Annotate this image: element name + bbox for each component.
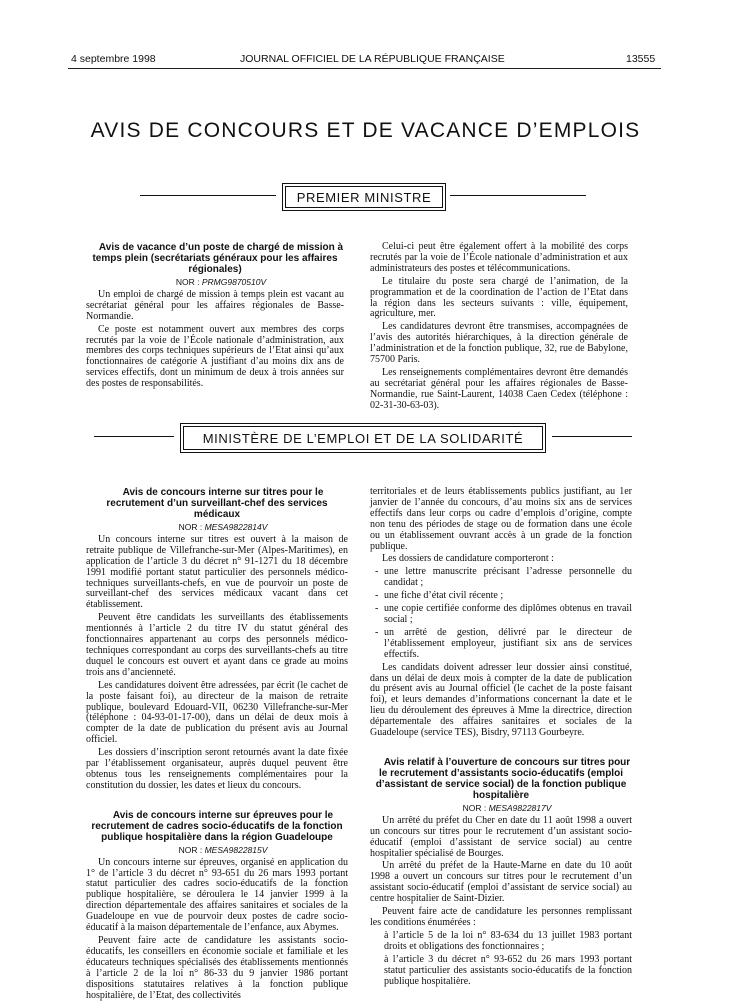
section-rule-left — [140, 195, 276, 196]
header-page-number: 13555 — [626, 53, 656, 65]
paragraph: Peuvent faire acte de candidature les assistants socio-éducatifs, les conseillers en économie sociale et familiale et les éducateurs techniques spécialisés des établissements mentionnés à l’article 2 de la loi n° 86-33 du 9 janvier 1986 portant dispositions statutaires relatives à la fonction publique hospitalière, de l’Etat, des collectivités — [86, 935, 348, 1001]
paragraph: Ce poste est notamment ouvert aux membres des corps recrutés par la voie de l’École nationale d’administration, aux membres des corps techniques supérieurs de l’Etat ainsi qu’aux fonctionnaires de catégorie A justifiant d’au moins dix ans de services effectifs, dont un minimum de deux à trois années sur des postes de responsabilités. — [86, 323, 344, 390]
section-box-ministere-emploi — [180, 423, 546, 453]
section-rule-left — [94, 436, 174, 437]
left-column — [86, 487, 348, 1003]
notice-heading: Avis de vacance d’un poste de chargé de mission à temps plein (secrétariats généraux pour les affaires régionales) — [92, 242, 344, 275]
nor-reference: NOR : MESA9822817V — [462, 802, 552, 813]
header-rule — [68, 68, 661, 69]
page-title: AVIS DE CONCOURS ET DE VACANCE D’EMPLOIS — [90, 119, 641, 142]
nor-reference: NOR : MESA9822814V — [178, 522, 268, 532]
section-label: MINISTÈRE DE L’EMPLOI ET DE LA SOLIDARITÉ — [183, 426, 543, 450]
notice-heading: Avis relatif à l’ouverture de concours sur titres pour le recrutement d’assistants socio-éducatifs (emploi d’assistant de service social) de la fonction publique hospitalière — [375, 756, 631, 801]
section-rule-right — [552, 436, 632, 437]
nor-reference: NOR : PRMG9870510V — [175, 277, 267, 287]
paragraph: Les dossiers d’inscription seront retournés avant la date fixée par l’établissement organisateur, auprès duquel peuvent être obtenus tous les renseignements complémentaires pour la constitution du dossier, les dates et lieux du concours. — [86, 747, 348, 791]
paragraph: Les renseignements complémentaires devront être demandés au secrétariat général pour les affaires régionales de Basse-Normandie, rue Saint-Laurent, 14038 Caen Cedex (téléphone : 02-31-30-63-03). — [370, 366, 628, 411]
list-item: - un arrêté de gestion, délivré par le directeur de l’établissement employeur, justifiant six ans de services effectifs. — [370, 628, 632, 661]
paragraph: Peuvent être candidats les surveillants des établissements mentionnés à l’article 2 du titre IV du statut général des fonctionnaires appartenant au corps des personnels médico-techniques correspondant au corps des surveillants-chefs au titre duquel le concours est ouvert et ayant dans ce grade au moins trois ans d’ancienneté. — [86, 612, 348, 678]
nor-reference: NOR : MESA9822815V — [178, 844, 268, 855]
paragraph: Les candidatures devront être transmises, accompagnées de l’avis des autorités hiérarchiques, à la direction générale de l’administration et de la fonction publique, 32, rue de Babylone, 75700 Paris. — [370, 321, 628, 366]
section-rule-right — [450, 195, 586, 196]
notice-heading: Avis de concours interne sur titres pour le recrutement d’un surveillant-chef des services médicaux — [106, 487, 328, 520]
paragraph: Celui-ci peut être également offert à la mobilité des corps recrutés par la voie de l’École nationale d’administration et aux administrateurs des postes et télécommunications. — [370, 241, 628, 274]
paragraph: Un arrêté du préfet de la Haute-Marne en date du 10 août 1998 a ouvert un concours sur titres pour le recrutement d’un assistant socio-éducatif (emploi d’assistant de service social) au centre hospitalier de Saint-Dizier. — [370, 860, 632, 905]
paragraph: Peuvent faire acte de candidature les personnes remplissant les conditions énumérées : — [370, 906, 632, 928]
paragraph: Un emploi de chargé de mission à temps plein est vacant au secrétariat général pour les affaires régionales de Basse-Normandie. — [86, 288, 344, 322]
paragraph: Un arrêté du préfet du Cher en date du 11 août 1998 a ouvert un concours sur titres pour le recrutement d’un assistant socio-éducatif (emploi d’assistant de service social) au centre hospitalier spécialisé de Bourges. — [370, 814, 632, 859]
paragraph: territoriales et de leurs établissements publics justifiant, au 1er janvier de l’année du concours, d’au moins six ans de services effectifs dans leur corps ou cadre d’emplois d’origine, compte non tenu des périodes de stage ou de formation dans une école ou un établissement ouvrant accès à un grade de la fonction publique. — [370, 486, 632, 552]
list-item: à l’article 3 du décret n° 93-652 du 26 mars 1993 portant statut particulier des assistants socio-éducatifs de la fonction publique hospitalière. — [384, 953, 632, 987]
list-item: à l’article 5 de la loi n° 83-634 du 13 juillet 1983 portant droits et obligations des fonctionnaires ; — [384, 929, 632, 952]
header-date: 4 septembre 1998 — [71, 53, 156, 65]
list-item: - une lettre manuscrite précisant l’adresse personnelle du candidat ; — [370, 567, 632, 589]
notice-heading: Avis de concours interne sur épreuves pour le recrutement de cadres socio-éducatifs de la fonction publique hospitalière dans la région Guadeloupe — [91, 809, 343, 843]
paragraph: Le titulaire du poste sera chargé de l’animation, de la programmation et de la coordination de l’action de l’Etat dans la région dans les secteurs suivants : ville, équipement, agriculture, mer. — [370, 275, 628, 320]
paragraph: Les candidats doivent adresser leur dossier ainsi constitué, dans un délai de deux mois à compter de la date de publication du présent avis au Journal officiel (le cachet de la poste faisant foi), et leurs demandes d’informations concernant la date et le lieu du déroulement des épreuves à Mme la directrice, direction départementale des affaires sanitaires et sociales de la Guadeloupe (service TES), Bisdry, 97113 Gourbeyre. — [370, 661, 632, 739]
paragraph: Les dossiers de candidature comporteront : — [382, 553, 554, 565]
header-journal-title: JOURNAL OFFICIEL DE LA RÉPUBLIQUE FRANÇAISE — [240, 53, 505, 65]
paragraph: Les candidatures doivent être adressées, par écrit (le cachet de la poste faisant foi), au directeur de la maison de retraite publique, boulevard Edouard-VII, 06230 Villefranche-sur-Mer (téléphone : 04-93-01-17-00), dans un délai de deux mois à compter de la date de publication du présent avis au Journal officiel. — [86, 679, 348, 746]
section-box-premier-ministre — [282, 183, 446, 211]
list-item: - une fiche d’état civil récente ; — [370, 591, 632, 602]
notice-vacance-right — [370, 242, 628, 414]
paragraph: Un concours interne sur titres est ouvert à la maison de retraite publique de Villefranche-sur-Mer (Alpes-Maritimes), en application de l’article 3 du décret n° 91-1271 du 18 décembre 1991 modifié portant statut particulier des personnels médico-techniques surveillants-chefs, en vue de pourvoir un poste de surveillant-chef des services médicaux vacant dans cet établissement. — [86, 533, 348, 611]
right-column — [370, 487, 632, 989]
section-label: PREMIER MINISTRE — [285, 186, 443, 208]
notice-vacance-left — [86, 242, 344, 392]
list-item: - une copie certifiée conforme des diplômes obtenus en travail social ; — [370, 604, 632, 626]
paragraph: Un concours interne sur épreuves, organisé en application du 1° de l’article 3 du décret n° 93-651 du 26 mars 1993 portant statut particulier des cadres socio-éducatifs de la fonction publique hospitalière, se déroulera le 14 janvier 1999 à la direction départementale des affaires sanitaires et sociales de la Guadeloupe en vue de pourvoir deux postes de cadre socio-éducatif à la maison départementale de l’enfance, aux Abymes. — [86, 856, 348, 934]
